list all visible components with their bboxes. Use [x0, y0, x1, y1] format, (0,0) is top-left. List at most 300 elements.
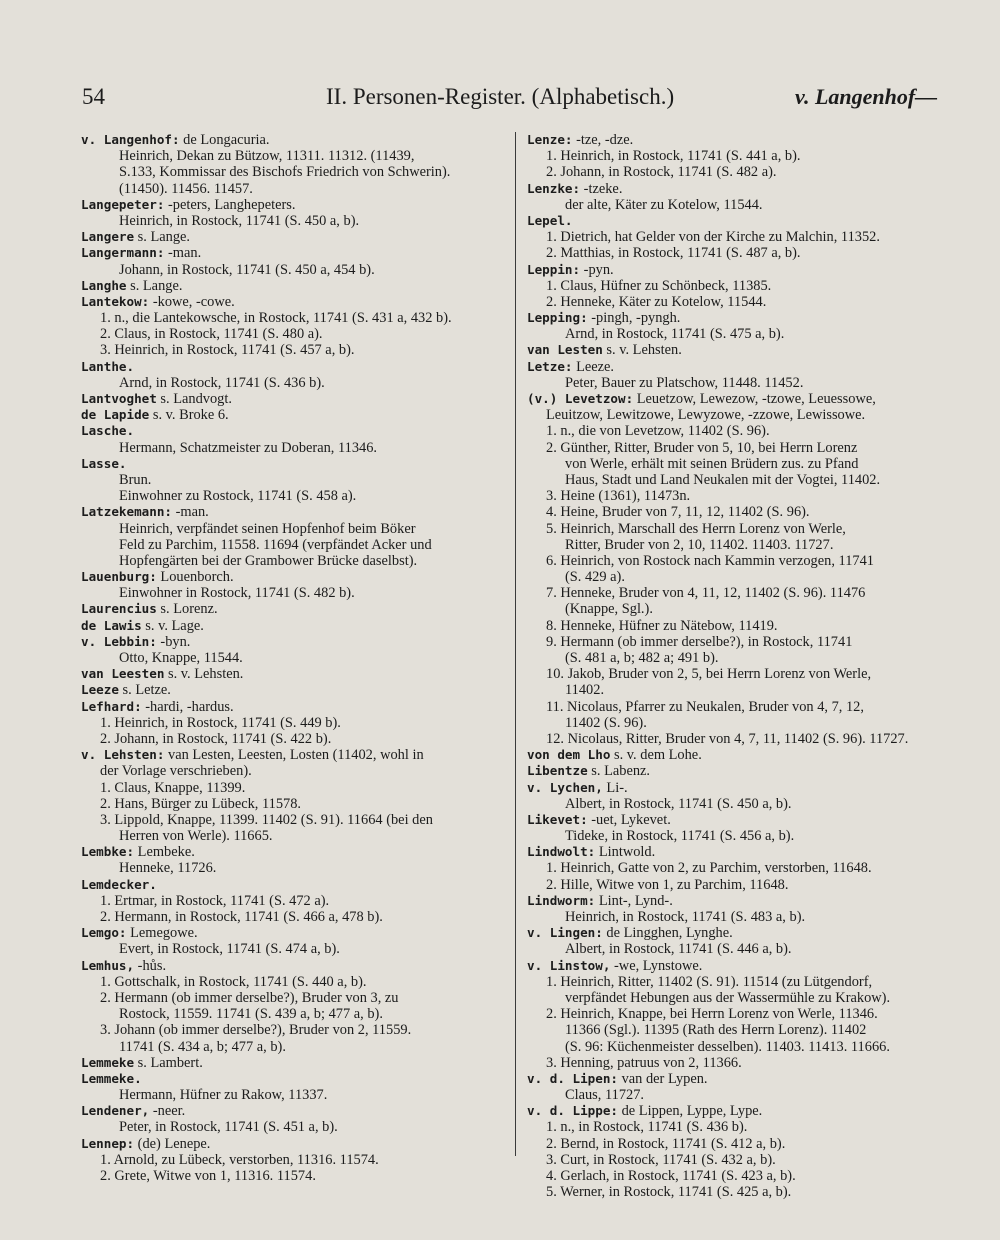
- register-entry-line: [527, 666, 955, 682]
- left-column: [81, 132, 507, 1184]
- entry-text: -pingh, -pyngh.: [587, 310, 681, 327]
- register-entry-line: [81, 650, 507, 666]
- register-entry-line: [527, 278, 955, 294]
- register-entry-heading: [81, 877, 507, 893]
- entry-name: van Lesten: [527, 342, 603, 358]
- register-entry-line: [527, 569, 955, 585]
- register-entry-line: [81, 488, 507, 504]
- register-entry-heading: [527, 747, 955, 763]
- entry-text: Evert, in Rostock, 11741 (S. 474 a, b).: [119, 941, 340, 958]
- entry-text: der Vorlage verschrieben).: [100, 763, 252, 780]
- register-entry-line: [81, 715, 507, 731]
- entry-text: 11. Nicolaus, Pfarrer zu Neukalen, Bruder von 4, 7, 12,: [546, 698, 864, 715]
- entry-text: Heinrich, verpfändet seinen Hopfenhof beim Böker: [119, 520, 416, 537]
- entry-name: Langere: [81, 229, 135, 245]
- entry-name: Langepeter:: [81, 196, 165, 212]
- entry-text: (S. 96: Küchenmeister desselben). 11403. 11413. 11666.: [565, 1038, 890, 1055]
- entry-text: Lintwold.: [595, 844, 656, 861]
- entry-text: 3. Johann (ob immer derselbe?), Bruder von 2, 11559.: [100, 1022, 412, 1039]
- register-entry-line: [81, 1119, 507, 1135]
- register-entry-heading: [527, 342, 955, 358]
- register-entry-line: [527, 1119, 955, 1135]
- register-entry-heading: [81, 456, 507, 472]
- register-entry-line: [527, 488, 955, 504]
- page-number: 54: [82, 84, 105, 109]
- entry-name: Lennep:: [81, 1135, 135, 1151]
- register-entry-line: [527, 521, 955, 537]
- entry-text: Leuitzow, Lewitzowe, Lewyzowe, -zzowe, Lewissowe.: [546, 407, 866, 424]
- entry-text: 2. Johann, in Rostock, 11741 (S. 482 a).: [546, 164, 777, 181]
- register-entry-heading: [527, 1071, 955, 1087]
- entry-text: 2. Hille, Witwe von 1, zu Parchim, 11648.: [546, 876, 789, 893]
- register-entry-heading: [81, 666, 507, 682]
- entry-text: Claus, 11727.: [565, 1087, 645, 1104]
- entry-text: 3. Lippold, Knappe, 11399. 11402 (S. 91). 11664 (bei den: [100, 811, 433, 828]
- entry-text: de Lingghen, Lynghe.: [602, 925, 733, 942]
- register-entry-heading: [527, 181, 955, 197]
- register-entry-line: [527, 553, 955, 569]
- entry-text: 1. n., in Rostock, 11741 (S. 436 b).: [546, 1119, 748, 1136]
- entry-text: 2. Henneke, Käter zu Kotelow, 11544.: [546, 293, 767, 310]
- register-entry-heading: [81, 601, 507, 617]
- entry-text: Brun.: [119, 471, 152, 488]
- entry-text: verpfändet Hebungen aus der Wassermühle zu Krakow).: [565, 989, 891, 1006]
- entry-text: s. Lorenz.: [156, 601, 218, 618]
- entry-text: s. v. Broke 6.: [149, 407, 229, 424]
- entry-text: 1. Heinrich, Gatte von 2, zu Parchim, verstorben, 11648.: [546, 860, 872, 877]
- entry-text: 2. Hermann (ob immer derselbe?), Bruder von 3, zu: [100, 989, 399, 1006]
- entry-name: Lembke:: [81, 844, 135, 860]
- register-entry-line: [527, 197, 955, 213]
- entry-text: 3. Heine (1361), 11473n.: [546, 488, 691, 505]
- entry-text: s. Lange.: [134, 229, 191, 246]
- entry-text: s. v. Lage.: [141, 617, 204, 634]
- entry-name: Libentze: [527, 763, 588, 779]
- entry-text: Einwohner in Rostock, 11741 (S. 482 b).: [119, 585, 355, 602]
- register-entry-line: [527, 1039, 955, 1055]
- entry-text: 1. n., die Lantekowsche, in Rostock, 11741 (S. 431 a, 432 b).: [100, 310, 452, 327]
- register-entry-heading: [81, 682, 507, 698]
- entry-name: Lendener,: [81, 1103, 150, 1119]
- entry-text: -tze, -dze.: [572, 132, 634, 148]
- entry-name: Lenze:: [527, 132, 573, 147]
- entry-name: v. Lebbin:: [81, 633, 157, 649]
- register-entry-line: [81, 780, 507, 796]
- entry-text: 2. Claus, in Rostock, 11741 (S. 480 a).: [100, 326, 323, 343]
- register-entry-line: [81, 342, 507, 358]
- entry-text: 9. Hermann (ob immer derselbe?), in Rostock, 11741: [546, 633, 853, 650]
- entry-text: 1. Dietrich, hat Gelder von der Kirche zu Malchin, 11352.: [546, 229, 880, 246]
- register-entry-heading: [81, 958, 507, 974]
- entry-name: de Lapide: [81, 407, 150, 423]
- register-entry-heading: [81, 407, 507, 423]
- entry-text: Hermann, Schatzmeister zu Doberan, 11346.: [119, 439, 378, 456]
- entry-text: 3. Henning, patruus von 2, 11366.: [546, 1054, 742, 1071]
- entry-text: 5. Werner, in Rostock, 11741 (S. 425 a, b).: [546, 1184, 792, 1201]
- entry-text: 11741 (S. 434 a, b; 477 a, b).: [119, 1038, 286, 1055]
- register-entry-line: [81, 521, 507, 537]
- register-entry-line: [81, 1039, 507, 1055]
- entry-text: -pyn.: [580, 261, 614, 278]
- entry-text: 1. Ertmar, in Rostock, 11741 (S. 472 a).: [100, 892, 330, 909]
- entry-name: Lemgo:: [81, 925, 127, 941]
- register-entry-line: [81, 148, 507, 164]
- entry-name: Lauenburg:: [81, 569, 157, 585]
- entry-name: Lemhus,: [81, 957, 135, 973]
- register-entry-heading: [81, 132, 507, 148]
- register-entry-line: [81, 375, 507, 391]
- entry-name: Lindworm:: [527, 892, 596, 908]
- entry-name: v. Lingen:: [527, 925, 603, 941]
- entry-text: 11402.: [565, 682, 605, 699]
- register-entry-line: [81, 796, 507, 812]
- entry-text: 3. Heinrich, in Rostock, 11741 (S. 457 a, b).: [100, 342, 355, 359]
- entry-text: 7. Henneke, Bruder von 4, 11, 12, 11402 (S. 96). 11476: [546, 585, 866, 602]
- entry-text: s. v. dem Lohe.: [610, 747, 702, 764]
- entry-text: Feld zu Parchim, 11558. 11694 (verpfändet Acker und: [119, 536, 432, 553]
- entry-text: de Longacuria.: [179, 132, 270, 148]
- register-entry-heading: [81, 245, 507, 261]
- page-title: II. Personen-Register. (Alphabetisch.): [326, 84, 675, 109]
- register-entry-line: [81, 164, 507, 180]
- entry-text: Haus, Stadt und Land Neukalen mit der Vogtei, 11402.: [565, 471, 881, 488]
- register-entry-line: [527, 326, 955, 342]
- column-divider: [515, 132, 516, 1156]
- entry-text: 5. Heinrich, Marschall des Herrn Lorenz von Werle,: [546, 520, 846, 537]
- entry-name: Likevet:: [527, 811, 588, 827]
- entry-text: 10. Jakob, Bruder von 2, 5, bei Herrn Lorenz von Werle,: [546, 666, 872, 683]
- register-entry-heading: [81, 359, 507, 375]
- entry-text: Louenborch.: [156, 569, 234, 586]
- register-entry-line: [81, 213, 507, 229]
- entry-text: -we, Lynstowe.: [610, 957, 703, 974]
- register-entry-line: [81, 262, 507, 278]
- entry-text: Tideke, in Rostock, 11741 (S. 456 a, b).: [565, 828, 795, 845]
- register-entry-heading: [527, 132, 955, 148]
- register-entry-line: [527, 1055, 955, 1071]
- entry-text: Hopfengärten bei der Grambower Brücke daselbst).: [119, 552, 418, 569]
- entry-text: 1. Claus, Knappe, 11399.: [100, 779, 246, 796]
- register-entry-line: [81, 909, 507, 925]
- register-entry-line: [81, 585, 507, 601]
- register-entry-heading: [527, 958, 955, 974]
- register-entry-line: [81, 1006, 507, 1022]
- entry-text: Li-.: [602, 779, 628, 796]
- entry-name: v. d. Lipen:: [527, 1070, 618, 1086]
- register-entry-line: [527, 699, 955, 715]
- entry-name: Langhe: [81, 277, 127, 293]
- register-entry-line: [527, 537, 955, 553]
- register-entry-line: [527, 796, 955, 812]
- entry-text: -byn.: [156, 633, 191, 650]
- register-entry-heading: [81, 1055, 507, 1071]
- register-entry-line: [81, 1087, 507, 1103]
- entry-text: (S. 481 a, b; 482 a; 491 b).: [565, 650, 719, 666]
- entry-text: 1. Heinrich, in Rostock, 11741 (S. 449 b).: [100, 714, 341, 731]
- entry-text: Henneke, 11726.: [119, 860, 217, 877]
- entry-text: (S. 429 a).: [565, 569, 625, 586]
- register-entry-line: [81, 974, 507, 990]
- entry-name: Leeze: [81, 682, 119, 698]
- entry-name: Lasche.: [81, 423, 135, 439]
- entry-name: Lindwolt:: [527, 844, 596, 860]
- register-entry-line: [527, 423, 955, 439]
- register-entry-line: [81, 440, 507, 456]
- register-entry-line: [81, 472, 507, 488]
- running-head: v. Langenhof—: [795, 84, 938, 109]
- entry-text: S.133, Kommissar des Bischofs Friedrich von Schwerin).: [119, 164, 451, 181]
- entry-text: -neer.: [149, 1103, 186, 1120]
- register-entry-heading: [81, 618, 507, 634]
- register-entry-line: [527, 585, 955, 601]
- register-entry-heading: [527, 391, 955, 407]
- register-entry-line: [527, 715, 955, 731]
- entry-text: 6. Heinrich, von Rostock nach Kammin verzogen, 11741: [546, 552, 874, 569]
- register-entry-line: [527, 682, 955, 698]
- entry-text: (Knappe, Sgl.).: [565, 601, 653, 618]
- entry-text: 2. Johann, in Rostock, 11741 (S. 422 b).: [100, 730, 332, 747]
- register-entry-line: [527, 990, 955, 1006]
- entry-text: Lemegowe.: [126, 925, 198, 942]
- entry-text: Arnd, in Rostock, 11741 (S. 475 a, b).: [565, 326, 785, 343]
- entry-text: 1. Claus, Hüfner zu Schönbeck, 11385.: [546, 277, 772, 294]
- entry-text: 1. Heinrich, Ritter, 11402 (S. 91). 11514 (zu Lütgendorf,: [546, 973, 873, 990]
- entry-name: Lasse.: [81, 455, 127, 471]
- entry-name: Langermann:: [81, 245, 165, 261]
- entry-text: 4. Gerlach, in Rostock, 11741 (S. 423 a, b).: [546, 1168, 796, 1184]
- entry-name: van Leesten: [81, 666, 165, 682]
- entry-text: van Lesten, Leesten, Losten (11402, wohl in: [164, 747, 424, 764]
- entry-name: Lepel.: [527, 212, 573, 228]
- entry-text: 2. Hans, Bürger zu Lübeck, 11578.: [100, 795, 302, 812]
- register-entry-line: [527, 407, 955, 423]
- entry-text: Albert, in Rostock, 11741 (S. 450 a, b).: [565, 795, 792, 812]
- register-entry-line: [81, 1152, 507, 1168]
- entry-text: -peters, Langhepeters.: [164, 196, 296, 213]
- register-entry-heading: [81, 391, 507, 407]
- entry-name: Lemdecker.: [81, 876, 157, 892]
- entry-text: -man.: [172, 504, 209, 521]
- entry-text: s. Lange.: [126, 277, 183, 294]
- entry-name: (v.) Levetzow:: [527, 391, 634, 406]
- register-entry-line: [527, 375, 955, 391]
- register-entry-heading: [81, 197, 507, 213]
- entry-name: Lepping:: [527, 310, 588, 326]
- entry-text: 2. Grete, Witwe von 1, 11316. 11574.: [100, 1168, 316, 1184]
- register-entry-heading: [81, 229, 507, 245]
- entry-text: s. Letze.: [118, 682, 171, 699]
- entry-text: Einwohner zu Rostock, 11741 (S. 458 a).: [119, 488, 357, 505]
- entry-name: v. Lehsten:: [81, 747, 165, 763]
- register-entry-line: [81, 990, 507, 1006]
- register-entry-line: [81, 763, 507, 779]
- register-entry-line: [527, 634, 955, 650]
- entry-text: 2. Bernd, in Rostock, 11741 (S. 412 a, b).: [546, 1135, 786, 1152]
- entry-text: 1. Gottschalk, in Rostock, 11741 (S. 440 a, b).: [100, 973, 367, 990]
- entry-text: 2. Matthias, in Rostock, 11741 (S. 487 a, b).: [546, 245, 801, 262]
- entry-text: Lembeke.: [134, 844, 195, 861]
- entry-name: Lemmeke: [81, 1054, 135, 1070]
- entry-text: Heinrich, in Rostock, 11741 (S. 450 a, b).: [119, 212, 360, 229]
- register-entry-line: [81, 310, 507, 326]
- entry-name: Lenzke:: [527, 180, 581, 196]
- entry-text: 12. Nicolaus, Ritter, Bruder von 4, 7, 11, 11402 (S. 96). 11727.: [546, 730, 909, 747]
- register-entry-heading: [527, 310, 955, 326]
- register-entry-heading: [81, 1136, 507, 1152]
- entry-text: Otto, Knappe, 11544.: [119, 650, 243, 666]
- register-entry-heading: [81, 747, 507, 763]
- register-entry-heading: [527, 893, 955, 909]
- register-entry-line: [81, 731, 507, 747]
- entry-name: v. Lychen,: [527, 779, 603, 795]
- register-entry-heading: [81, 925, 507, 941]
- register-entry-heading: [81, 699, 507, 715]
- entry-name: von dem Lho: [527, 747, 611, 763]
- entry-text: -tzeke.: [580, 180, 623, 197]
- entry-text: Peter, Bauer zu Platschow, 11448. 11452.: [565, 374, 804, 391]
- register-entry-heading: [81, 278, 507, 294]
- register-entry-line: [81, 326, 507, 342]
- entry-text: 8. Henneke, Hüfner zu Nätebow, 11419.: [546, 617, 778, 634]
- register-entry-line: [527, 164, 955, 180]
- register-entry-line: [527, 294, 955, 310]
- entry-name: Letze:: [527, 358, 573, 374]
- entry-text: Hermann, Hüfner zu Rakow, 11337.: [119, 1087, 328, 1104]
- entry-text: s. v. Lehsten.: [164, 666, 244, 683]
- register-entry-line: [81, 1168, 507, 1184]
- entry-text: -man.: [164, 245, 202, 262]
- register-entry-heading: [81, 423, 507, 439]
- register-entry-heading: [527, 359, 955, 375]
- entry-text: -hardi, -hardus.: [141, 698, 234, 715]
- entry-text: Arnd, in Rostock, 11741 (S. 436 b).: [119, 374, 325, 391]
- register-entry-heading: [527, 213, 955, 229]
- register-entry-heading: [81, 569, 507, 585]
- entry-name: Lefhard:: [81, 698, 142, 714]
- entry-text: Albert, in Rostock, 11741 (S. 446 a, b).: [565, 941, 792, 958]
- entry-text: 3. Curt, in Rostock, 11741 (S. 432 a, b).: [546, 1151, 776, 1168]
- entry-text: -uet, Lykevet.: [587, 811, 671, 828]
- entry-name: de Lawis: [81, 617, 142, 633]
- register-entry-line: [81, 553, 507, 569]
- entry-text: Leuetzow, Lewezow, -tzowe, Leuessowe,: [633, 391, 876, 407]
- register-entry-line: [527, 245, 955, 261]
- register-entry-line: [527, 1168, 955, 1184]
- register-entry-heading: [81, 1071, 507, 1087]
- register-entry-heading: [527, 812, 955, 828]
- register-entry-line: [81, 941, 507, 957]
- register-entry-line: [527, 1022, 955, 1038]
- entry-text: (11450). 11456. 11457.: [119, 180, 253, 197]
- entry-name: v. Linstow,: [527, 957, 611, 973]
- register-entry-line: [527, 828, 955, 844]
- entry-text: Leeze.: [572, 358, 615, 375]
- register-entry-heading: [527, 262, 955, 278]
- register-entry-heading: [81, 1103, 507, 1119]
- entry-text: s. Lambert.: [134, 1054, 203, 1071]
- entry-text: (de) Lenepe.: [134, 1135, 211, 1152]
- entry-text: Ritter, Bruder von 2, 10, 11402. 11403. 11727.: [565, 536, 834, 553]
- entry-text: 4. Heine, Bruder von 7, 11, 12, 11402 (S. 96).: [546, 504, 810, 521]
- entry-name: Lanthe.: [81, 358, 135, 374]
- register-entry-heading: [527, 925, 955, 941]
- entry-name: v. d. Lippe:: [527, 1103, 618, 1119]
- entry-name: v. Langenhof:: [81, 132, 180, 147]
- register-entry-line: [527, 650, 955, 666]
- register-entry-line: [527, 941, 955, 957]
- register-entry-line: [527, 1184, 955, 1200]
- entry-text: 2. Günther, Ritter, Bruder von 5, 10, bei Herrn Lorenz: [546, 439, 858, 456]
- entry-text: Johann, in Rostock, 11741 (S. 450 a, 454 b).: [119, 261, 375, 278]
- register-entry-line: [527, 909, 955, 925]
- entry-text: Herren von Werle). 11665.: [119, 828, 273, 845]
- entry-text: 11402 (S. 96).: [565, 714, 647, 731]
- entry-text: 1. Arnold, zu Lübeck, verstorben, 11316. 11574.: [100, 1151, 379, 1168]
- entry-name: Laurencius: [81, 601, 157, 617]
- register-entry-heading: [527, 844, 955, 860]
- register-entry-line: [527, 860, 955, 876]
- entry-name: Lantekow:: [81, 293, 150, 309]
- register-entry-line: [527, 877, 955, 893]
- entry-name: Lemmeke.: [81, 1070, 142, 1086]
- register-entry-line: [527, 504, 955, 520]
- entry-text: von Werle, erhält mit seinen Brüdern zus. zu Pfand: [565, 455, 859, 472]
- entry-text: 2. Hermann, in Rostock, 11741 (S. 466 a, 478 b).: [100, 909, 383, 925]
- register-entry-line: [527, 440, 955, 456]
- register-entry-line: [527, 456, 955, 472]
- entry-text: s. Landvogt.: [156, 391, 232, 407]
- register-entry-line: [527, 1152, 955, 1168]
- register-entry-line: [527, 974, 955, 990]
- register-entry-line: [81, 893, 507, 909]
- register-entry-line: [527, 472, 955, 488]
- entry-text: -kowe, -cowe.: [149, 293, 235, 310]
- register-entry-line: [81, 181, 507, 197]
- entry-name: Latzekemann:: [81, 504, 172, 520]
- register-entry-line: [527, 601, 955, 617]
- entry-text: s. v. Lehsten.: [602, 342, 682, 359]
- entry-text: 11366 (Sgl.). 11395 (Rath des Herrn Lorenz). 11402: [565, 1022, 867, 1039]
- register-entry-line: [81, 828, 507, 844]
- register-entry-line: [527, 731, 955, 747]
- register-entry-line: [527, 148, 955, 164]
- register-entry-heading: [527, 1103, 955, 1119]
- register-entry-heading: [81, 504, 507, 520]
- entry-text: Rostock, 11559. 11741 (S. 439 a, b; 477 a, b).: [119, 1006, 383, 1023]
- entry-text: s. Labenz.: [587, 763, 651, 780]
- entry-text: Heinrich, in Rostock, 11741 (S. 483 a, b).: [565, 909, 806, 925]
- entry-text: van der Lypen.: [618, 1070, 708, 1087]
- right-column: [527, 132, 955, 1200]
- register-entry-heading: [81, 294, 507, 310]
- entry-text: 2. Heinrich, Knappe, bei Herrn Lorenz von Werle, 11346.: [546, 1006, 878, 1023]
- register-entry-heading: [527, 763, 955, 779]
- entry-name: Leppin:: [527, 261, 581, 277]
- register-entry-line: [527, 618, 955, 634]
- entry-text: de Lippen, Lyppe, Lype.: [618, 1103, 763, 1120]
- entry-name: Lantvoghet: [81, 391, 157, 406]
- register-entry-line: [81, 537, 507, 553]
- entry-text: der alte, Käter zu Kotelow, 11544.: [565, 196, 763, 213]
- register-entry-line: [81, 860, 507, 876]
- register-entry-heading: [81, 844, 507, 860]
- entry-text: -hůs.: [134, 957, 167, 974]
- register-entry-line: [527, 1087, 955, 1103]
- register-entry-heading: [527, 780, 955, 796]
- register-entry-line: [527, 1136, 955, 1152]
- entry-text: Peter, in Rostock, 11741 (S. 451 a, b).: [119, 1119, 338, 1136]
- register-entry-line: [81, 812, 507, 828]
